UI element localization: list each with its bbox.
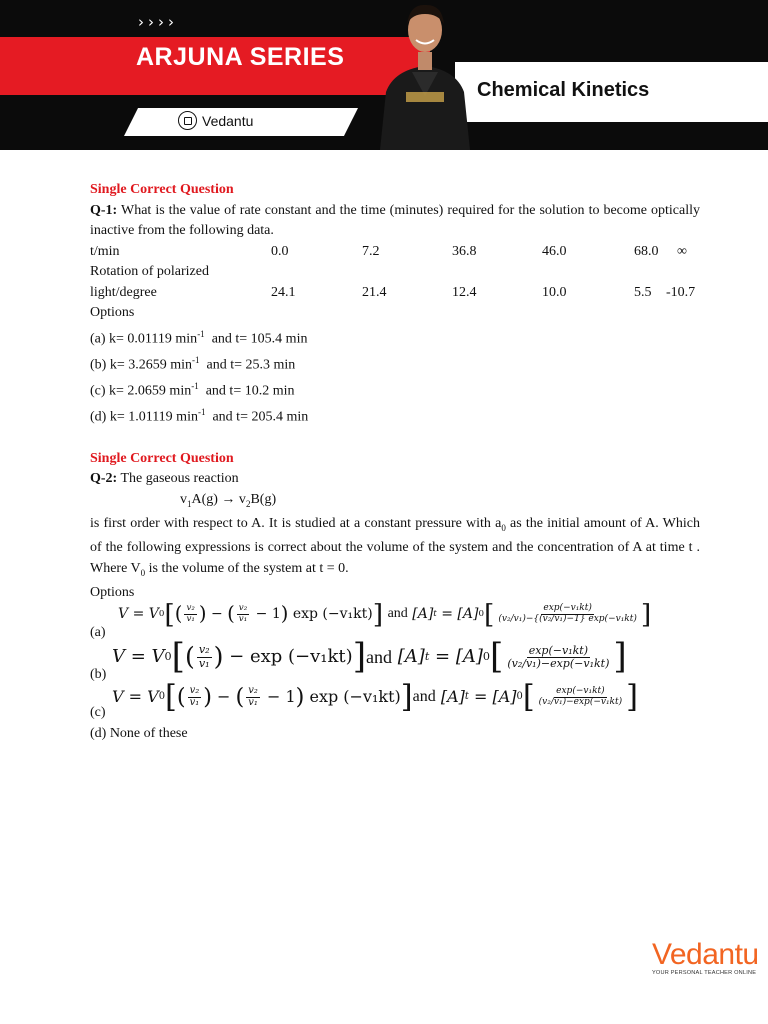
option-sup: -1	[197, 328, 205, 339]
q2-text: as the initial amount of A. Which of the following expressions is correct about the volume of the system and the concentration of A at time t . Where V	[90, 515, 700, 576]
eq-sub: 0	[482, 649, 490, 663]
q1-options-label: Options	[90, 305, 135, 320]
header-banner	[0, 0, 768, 150]
frac-num: exp(−v₁kt)	[556, 686, 605, 697]
logo-tagline: YOUR PERSONAL TEACHER ONLINE	[652, 970, 757, 976]
option-text: and t= 205.4 min	[205, 409, 309, 425]
q1-option-b	[90, 350, 700, 376]
q2-section-heading: Single Correct Question	[90, 450, 234, 466]
eq-part: − 1	[266, 687, 296, 707]
eq-sub: t	[464, 691, 469, 703]
vedantu-logo-word: Vedantu	[652, 938, 759, 971]
option-label: (a)	[90, 625, 106, 641]
frac-num: v₂	[198, 643, 210, 657]
frac-num: v₂	[238, 603, 248, 614]
table-row-label: light/degree	[90, 284, 157, 300]
vedantu-logo-icon	[178, 111, 197, 130]
q2-option-c	[90, 679, 700, 724]
eq-part: [A]	[440, 687, 465, 707]
brand-mark	[178, 111, 253, 130]
option-text: and t= 25.3 min	[199, 357, 296, 373]
option-text: (a) k= 0.01119 min	[90, 331, 198, 347]
eq-part: − 1	[255, 605, 281, 622]
eq-part: [A]	[412, 605, 434, 622]
reaction-sub: 2	[245, 498, 251, 509]
frac-den: (v₂/v₁)−{(v₂/v₁)−1} exp(−v₁kt)	[498, 613, 637, 624]
q1-question	[90, 201, 700, 242]
eq-sub: 0	[516, 691, 523, 703]
reaction-part: B(g)	[250, 491, 277, 507]
brand-name: Vedantu	[202, 112, 254, 129]
eq-frac	[246, 686, 260, 709]
presenter-photo	[372, 0, 478, 150]
option-sup: -1	[192, 354, 200, 365]
table-cell: ∞	[677, 243, 687, 259]
q1-label: Q-1:	[90, 202, 118, 218]
frac-den: (v₂/v₁)−exp(−v₁kt)	[538, 697, 623, 708]
frac-num: exp(−v₁kt)	[528, 643, 588, 657]
q2-body-text	[90, 514, 700, 583]
frac-den: v₁	[189, 697, 200, 709]
eq-frac	[496, 604, 639, 625]
eq-part: = V	[125, 645, 165, 667]
eq-part: = [A]	[473, 687, 517, 707]
document-body	[90, 180, 700, 744]
table-row-label: Rotation of polarized	[90, 264, 209, 279]
eq-sub: 0	[478, 608, 484, 619]
eq-frac	[237, 604, 249, 624]
q2-label: Q-2:	[90, 471, 118, 487]
eq-part: −	[229, 645, 245, 667]
table-cell: 10.0	[542, 284, 567, 300]
eq-part: V	[112, 645, 125, 667]
footer-logo	[652, 938, 762, 976]
frac-num: v₂	[186, 603, 195, 614]
table-cell: 21.4	[362, 284, 387, 300]
series-title: ARJUNA SERIES	[136, 43, 345, 71]
eq-frac	[197, 644, 212, 670]
equation-b: V = V 0 [ ( $\frac{\text{v₂}}{\text{v₁}}$ ) − exp (−v₁kt) ] and [A] t = [A] 0 [ $\frac{\text{exp(−v₁kt)}}{\text{(v₂/v₁)−exp(−v₁kt)}}$ ]	[112, 636, 627, 677]
q1-table-row-time	[90, 242, 700, 263]
eq-part: [A]	[397, 645, 425, 667]
table-cell: 46.0	[542, 243, 567, 259]
equation-a: V = V 0 [ ( $\frac{\text{v₂}}{\text{v₁}}$ ) − ( $\frac{\text{v₂}}{\text{v₁}}$ − 1 ) exp (−v₁kt) ] and [A] t = [A] 0 [ $\frac{\text{exp(−v₁kt)}}{\text{(v₂/v₁)−\{(v₂/v₁)−1\} exp(−v₁kt)}}$ ]	[118, 598, 652, 630]
q1-table-row-label-line	[90, 262, 700, 283]
reaction-part: A(g) → v	[191, 491, 246, 507]
q1-section-heading: Single Correct Question	[90, 182, 234, 197]
table-cell: 68.0	[634, 243, 659, 259]
q1-option-d	[90, 402, 700, 428]
frac-den: (v₂/v₁)−exp(−v₁kt)	[507, 656, 610, 670]
eq-part: = V	[128, 605, 159, 622]
table-cell: -10.7	[666, 284, 696, 300]
eq-part: −	[217, 687, 231, 707]
option-text: (b) k= 3.2659 min	[90, 357, 192, 373]
q2-reaction	[90, 490, 700, 514]
eq-part: = [A]	[441, 605, 479, 622]
frac-num: v₂	[189, 685, 200, 697]
table-cell: 5.5	[634, 284, 652, 300]
q2-sub: 0	[140, 567, 146, 578]
option-text: (d) k= 1.01119 min	[90, 409, 198, 425]
eq-part: V	[112, 687, 124, 707]
eq-part: exp (−v₁kt)	[292, 605, 373, 622]
eq-part: V	[118, 605, 129, 622]
eq-frac	[188, 686, 202, 709]
eq-frac	[184, 604, 196, 624]
q2-sub: 0	[501, 522, 506, 533]
topic-title: Chemical Kinetics	[477, 79, 650, 101]
q2-text: is first order with respect to A. It is studied at a constant pressure with a	[90, 515, 502, 531]
q1-option-a	[90, 324, 700, 350]
option-sup: -1	[197, 406, 206, 417]
frac-den: v₁	[198, 656, 210, 670]
reaction-sub: 1	[187, 498, 192, 509]
eq-sub: t	[433, 608, 437, 619]
q2-option-d: (d) None of these	[90, 725, 188, 741]
q2-question	[90, 469, 700, 490]
q2-options-label: Options	[90, 585, 135, 601]
eq-part: exp (−v₁kt)	[249, 645, 353, 667]
option-text: and t= 10.2 min	[198, 383, 295, 399]
eq-frac	[505, 645, 611, 670]
q1-option-c	[90, 376, 700, 402]
eq-part: exp (−v₁kt)	[309, 687, 401, 707]
table-cell: 12.4	[452, 284, 477, 300]
option-text: (c) k= 2.0659 min	[90, 383, 192, 399]
option-text: and t= 105.4 min	[204, 331, 308, 347]
table-cell: 0.0	[271, 243, 289, 259]
eq-part: and	[412, 688, 436, 706]
eq-sub: t	[424, 649, 430, 663]
table-row-label: t/min	[90, 243, 120, 259]
eq-sub: 0	[158, 608, 165, 619]
option-sup: -1	[191, 380, 199, 391]
q1-table-row-rotation	[90, 283, 700, 304]
frac-den: v₁	[248, 697, 258, 709]
option-label: (b)	[90, 667, 107, 683]
eq-sub: 0	[164, 649, 172, 663]
table-cell: 7.2	[362, 243, 380, 259]
eq-sub: 0	[158, 691, 166, 703]
option-label: (c)	[90, 705, 106, 721]
eq-part: −	[210, 605, 223, 622]
frac-num: v₂	[248, 685, 258, 697]
q2-intro: The gaseous reaction	[120, 471, 239, 487]
frac-num: exp(−v₁kt)	[543, 602, 592, 613]
reaction-part: v	[180, 491, 187, 507]
table-cell: 36.8	[452, 243, 477, 259]
frac-den: v₁	[238, 613, 248, 624]
table-cell: 24.1	[271, 284, 296, 300]
eq-frac	[537, 687, 624, 708]
eq-part: = V	[123, 687, 159, 707]
eq-part: = [A]	[435, 645, 483, 667]
equation-c: V = V 0 [ ( $\frac{\text{v₂}}{\text{v₁}}$ ) − ( $\frac{\text{v₂}}{\text{v₁}}$ − 1 ) exp (−v₁kt) ] and [A] t = [A] 0 [ $\frac{\text{exp(−v₁kt)}}{\text{(v₂/v₁)−exp(−v₁kt)}}$ ]	[112, 679, 639, 715]
eq-part: and	[366, 646, 393, 667]
q2-option-b	[90, 636, 700, 686]
q2-text: is the volume of the system at t = 0.	[145, 560, 349, 576]
q1-text: What is the value of rate constant and the time (minutes) required for the solution to become optically inactive from the following data.	[90, 202, 700, 238]
eq-part: and	[387, 605, 408, 621]
chevron-arrows-icon: ››››	[138, 13, 178, 31]
frac-den: v₁	[186, 613, 195, 624]
